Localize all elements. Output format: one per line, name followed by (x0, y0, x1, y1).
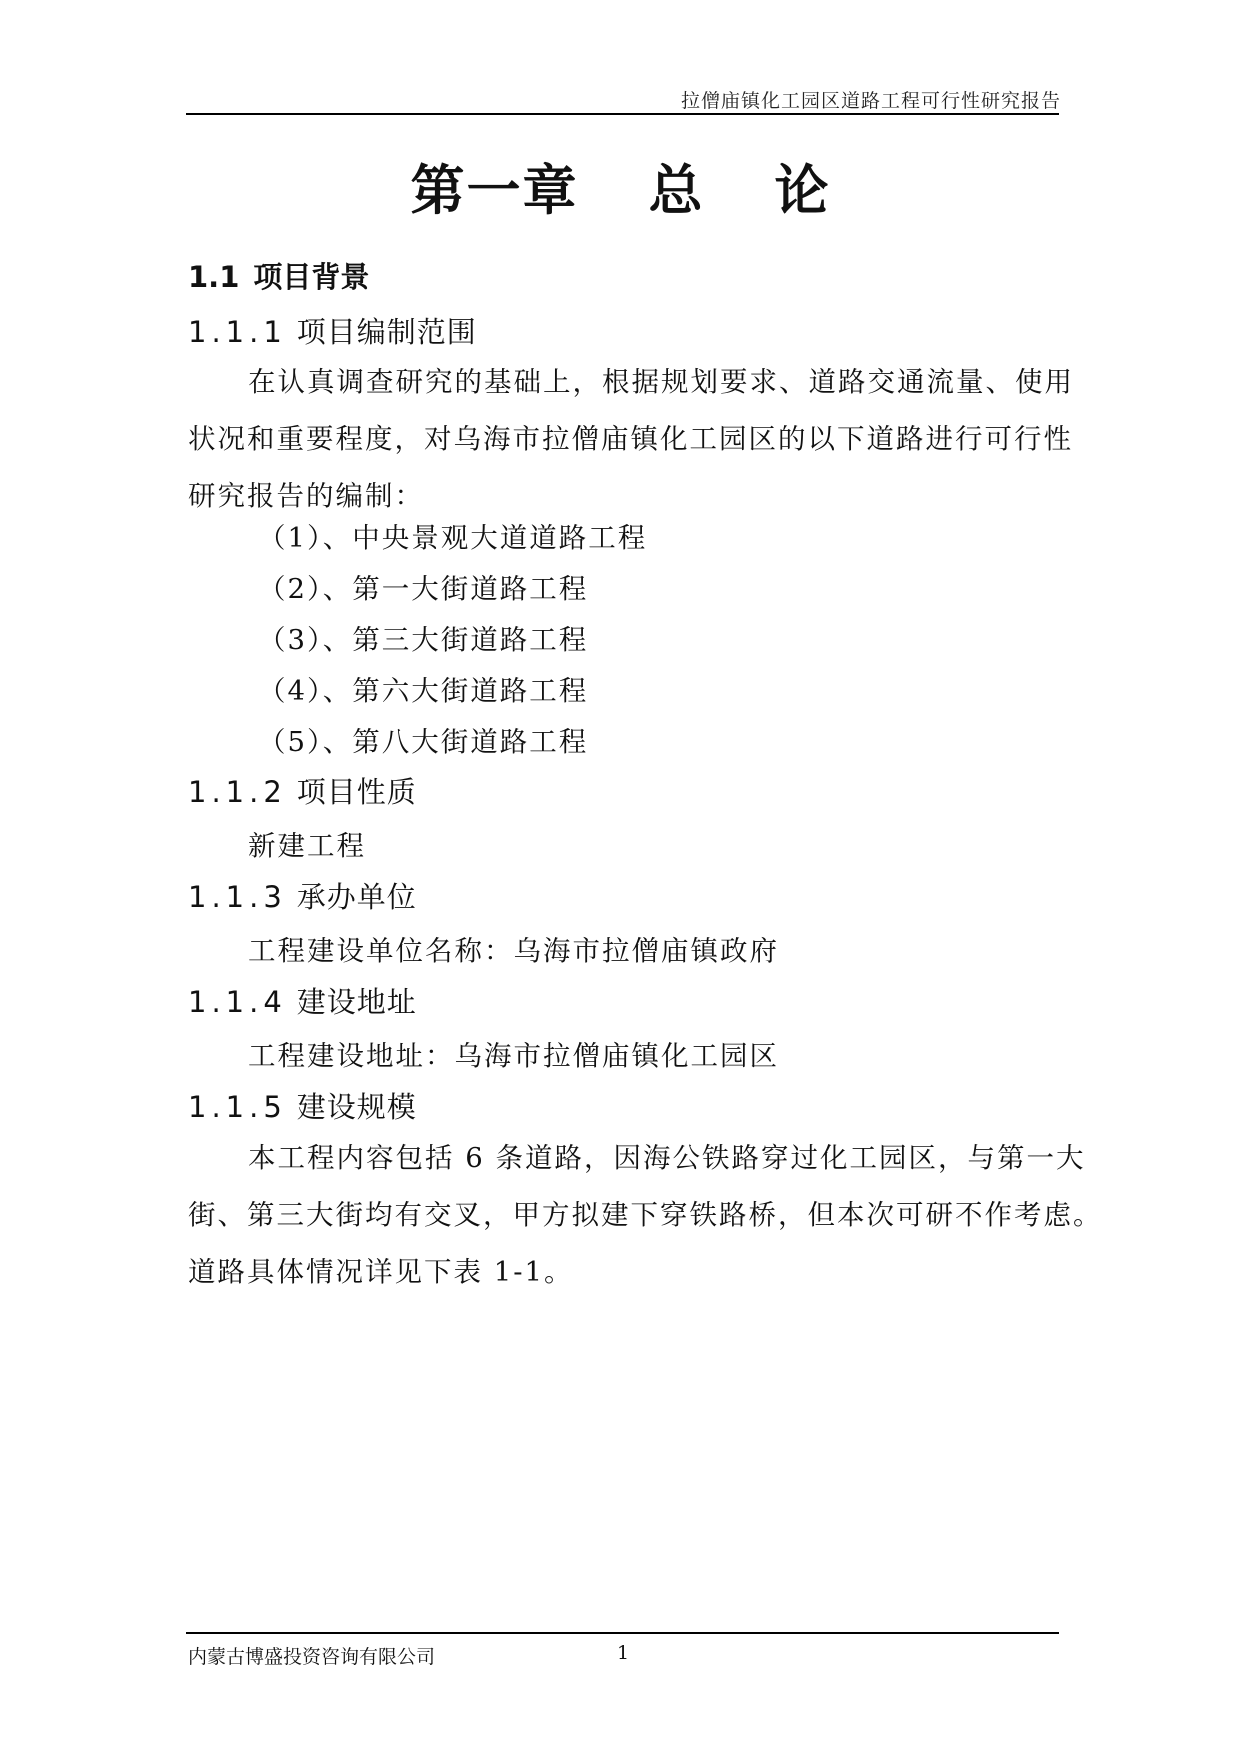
subsection-number: 1.1.2 (188, 775, 287, 809)
section-number: 1.1 (188, 260, 240, 294)
subsection-title: 承办单位 (296, 880, 417, 914)
footer-rule (186, 1632, 1059, 1634)
subsection-heading-1-1-3 (188, 875, 417, 916)
chapter-title-char-2: 论 (774, 159, 831, 222)
running-header: 拉僧庙镇化工园区道路工程可行性研究报告 (680, 90, 1061, 112)
list-item: （5）、第八大街道路工程 (258, 726, 589, 758)
address-text: 工程建设地址：乌海市拉僧庙镇化工园区 (248, 1040, 779, 1072)
subsection-heading-1-1-4 (188, 980, 417, 1021)
subsection-number: 1.1.1 (188, 315, 287, 349)
list-item: （2）、第一大街道路工程 (258, 573, 589, 605)
section-title: 项目背景 (253, 260, 370, 294)
chapter-number: 第一章 (410, 159, 579, 222)
paragraph-line: 研究报告的编制： (188, 480, 424, 512)
scope-paragraph (188, 354, 1074, 525)
subsection-heading-1-1-1 (188, 310, 477, 351)
subsection-heading-1-1-5 (188, 1085, 417, 1126)
subsection-number: 1.1.5 (188, 1090, 287, 1124)
paragraph-line: 本工程内容包括 6 条道路，因海公铁路穿过化工园区，与第一大 (248, 1142, 1086, 1174)
header-rule (186, 113, 1059, 115)
subsection-title: 建设地址 (296, 985, 417, 1019)
subsection-number: 1.1.4 (188, 985, 287, 1019)
project-nature-text: 新建工程 (248, 830, 366, 862)
list-item: （4）、第六大街道路工程 (258, 675, 589, 707)
subsection-number: 1.1.3 (188, 880, 287, 914)
section-heading-1-1 (188, 255, 369, 296)
subsection-title: 项目性质 (296, 775, 417, 809)
paragraph-line: 街、第三大街均有交叉，甲方拟建下穿铁路桥，但本次可研不作考虑。 (188, 1199, 1103, 1231)
paragraph-line: 在认真调查研究的基础上，根据规划要求、道路交通流量、使用 (248, 366, 1074, 398)
scale-paragraph (188, 1130, 1103, 1301)
page-number: 1 (617, 1642, 630, 1664)
paragraph-line: 道路具体情况详见下表 1-1。 (188, 1256, 574, 1288)
list-item: （3）、第三大街道路工程 (258, 624, 589, 656)
organizer-text: 工程建设单位名称：乌海市拉僧庙镇政府 (248, 935, 779, 967)
paragraph-line: 状况和重要程度，对乌海市拉僧庙镇化工园区的以下道路进行可行性 (188, 423, 1073, 455)
footer-company: 内蒙古博盛投资咨询有限公司 (188, 1646, 436, 1668)
subsection-title: 项目编制范围 (296, 315, 477, 349)
subsection-title: 建设规模 (296, 1090, 417, 1124)
chapter-title (0, 148, 1241, 225)
chapter-title-char-1: 总 (648, 159, 705, 222)
list-item: （1）、中央景观大道道路工程 (258, 522, 648, 554)
subsection-heading-1-1-2 (188, 770, 417, 811)
